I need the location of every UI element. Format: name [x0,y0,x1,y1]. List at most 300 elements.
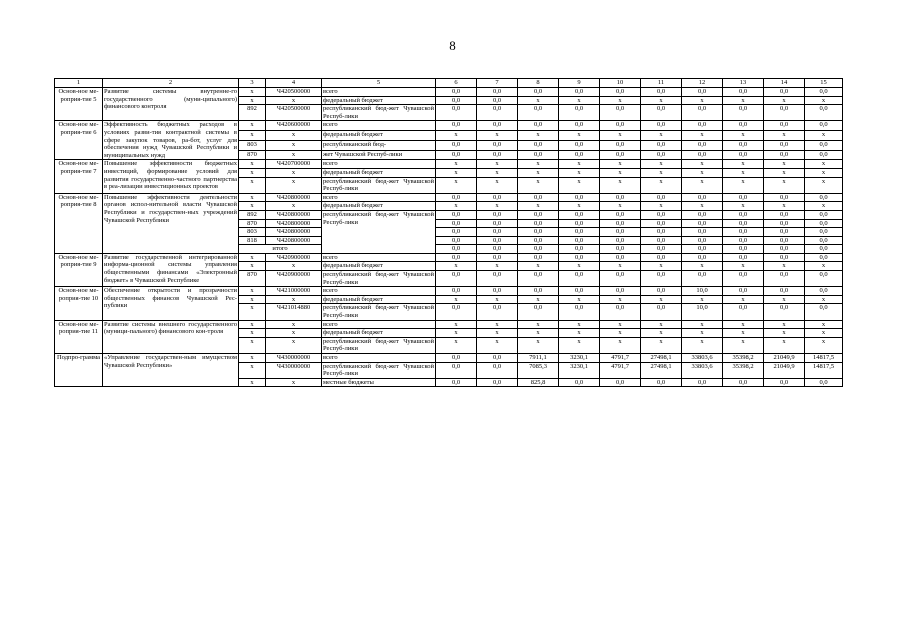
value-cell: 0,0 [559,105,600,121]
value-cell: 0,0 [682,105,723,121]
value-cell: х [764,177,805,193]
value-cell: 0,0 [477,287,518,296]
column-number: 5 [322,79,436,88]
value-cell: 0,0 [764,304,805,320]
value-cell: 0,0 [477,219,518,228]
value-cell: 0,0 [764,253,805,262]
value-cell: 0,0 [518,245,559,254]
code-grbs: х [239,295,266,304]
code-grbs: 892 [239,210,266,219]
code-grbs: х [239,160,266,169]
value-cell: 0,0 [723,140,764,150]
value-cell: х [436,262,477,271]
funding-source: всего [322,287,436,296]
value-cell: 0,0 [764,121,805,131]
value-cell: х [764,168,805,177]
code-grbs: х [239,354,266,363]
row-section-label: Основ-ное ме-роприя-тие 9 [55,253,103,286]
value-cell: 27498,1 [641,362,682,378]
value-cell: х [436,337,477,353]
value-cell: х [682,168,723,177]
column-number: 15 [805,79,843,88]
value-cell: х [600,177,641,193]
value-cell: 0,0 [477,271,518,287]
value-cell: х [641,337,682,353]
value-cell: х [518,320,559,329]
value-cell: х [477,160,518,169]
value-cell: х [518,96,559,105]
value-cell: 0,0 [641,150,682,160]
value-cell: х [805,160,843,169]
value-cell: 0,0 [518,253,559,262]
value-cell: х [723,295,764,304]
row-description: «Управление государствен-ным имуществом Чувашской Республики» [103,354,239,387]
value-cell: х [600,160,641,169]
value-cell: 0,0 [805,304,843,320]
value-cell: 0,0 [600,378,641,387]
row-description: Развитие системы внешнего государственного (муници-пального) финансового кон-троля [103,320,239,353]
value-cell: х [764,337,805,353]
value-cell: 0,0 [600,219,641,228]
value-cell: х [764,320,805,329]
value-cell: х [436,177,477,193]
value-cell: 0,0 [436,378,477,387]
value-cell: х [723,337,764,353]
value-cell: 0,0 [723,236,764,245]
value-cell: 0,0 [641,245,682,254]
row-section-label: Основ-ное ме-роприя-тие 7 [55,160,103,193]
value-cell: х [805,96,843,105]
value-cell: 0,0 [764,140,805,150]
column-number: 10 [600,79,641,88]
value-cell: 0,0 [518,121,559,131]
value-cell: 0,0 [641,219,682,228]
funding-source: федеральный бюджет [322,295,436,304]
value-cell: 0,0 [682,121,723,131]
value-cell: 0,0 [723,105,764,121]
column-number: 4 [266,79,322,88]
value-cell: х [641,160,682,169]
value-cell: х [600,131,641,141]
value-cell: 0,0 [518,105,559,121]
funding-source: федеральный бюджет [322,262,436,271]
value-cell: 0,0 [600,210,641,219]
value-cell: х [641,131,682,141]
value-cell: 14817,5 [805,354,843,363]
value-cell: 0,0 [600,236,641,245]
value-cell: х [805,131,843,141]
value-cell: 0,0 [764,150,805,160]
value-cell: х [559,337,600,353]
value-cell: 0,0 [477,253,518,262]
value-cell: 4791,7 [600,354,641,363]
code-kcsr: Ч420600000 [266,121,322,131]
funding-source: федеральный бюджет [322,96,436,105]
value-cell: х [436,202,477,211]
value-cell: 0,0 [682,140,723,150]
value-cell: 0,0 [477,210,518,219]
column-number: 12 [682,79,723,88]
value-cell: х [723,262,764,271]
value-cell: х [477,295,518,304]
value-cell: 0,0 [723,193,764,202]
funding-source: республиканский бюд- [322,140,436,150]
value-cell: х [518,295,559,304]
column-number: 6 [436,79,477,88]
code-grbs: 803 [239,228,266,237]
code-kcsr: Ч420700000 [266,160,322,169]
value-cell: 0,0 [641,378,682,387]
value-cell: 21049,9 [764,362,805,378]
value-cell: х [682,177,723,193]
value-cell: 27498,1 [641,354,682,363]
funding-source: республиканский бюд-жет Чувашской Респуб-лики [323,304,434,320]
table-row [55,287,843,296]
value-cell: х [764,295,805,304]
value-cell: х [559,262,600,271]
value-cell: 7911,1 [518,354,559,363]
funding-source: федеральный бюджет [322,168,436,177]
value-cell: 0,0 [682,245,723,254]
row-description: Развитие системы внутренне-го государственного (муни-ципального) финансового контроля [103,88,239,121]
value-cell: 0,0 [477,88,518,97]
value-cell: х [600,202,641,211]
value-cell: 0,0 [518,219,559,228]
value-cell: 0,0 [805,253,843,262]
code-grbs: х [239,304,266,320]
funding-source: жет Чувашской Респуб-лики [322,150,436,160]
column-number: 7 [477,79,518,88]
value-cell: 0,0 [641,236,682,245]
column-number: 11 [641,79,682,88]
column-number: 1 [55,79,103,88]
value-cell: х [682,262,723,271]
value-cell: 0,0 [805,287,843,296]
value-cell: 0,0 [682,193,723,202]
value-cell: х [477,131,518,141]
code-kcsr: х [266,378,322,387]
code-kcsr: Ч420800000 [266,228,322,237]
code-kcsr: х [266,202,322,211]
value-cell: 0,0 [723,210,764,219]
funding-source: всего [322,253,436,262]
value-cell: 0,0 [477,140,518,150]
value-cell: х [518,160,559,169]
code-grbs: х [239,320,266,329]
value-cell: х [477,337,518,353]
value-cell: х [764,329,805,338]
value-cell: х [764,202,805,211]
code-grbs: 892 [239,105,266,121]
value-cell: х [559,295,600,304]
funding-source: местные бюджеты [322,378,436,387]
funding-source: всего [322,193,436,202]
value-cell: х [600,262,641,271]
value-cell: 0,0 [477,150,518,160]
value-cell: 0,0 [600,193,641,202]
value-cell: х [723,202,764,211]
value-cell: х [559,329,600,338]
value-cell: 0,0 [682,271,723,287]
value-cell: х [559,96,600,105]
value-cell: х [436,168,477,177]
code-kcsr: Ч420800000 [266,219,322,228]
row-description: Эффективность бюджетных расходов в условиях разви-тия контрактной системы в сфере закупок товаров, ра-бот, услуг для обеспечения нужд Чувашской Республики и муниципальных нужд [104,121,237,159]
code-kcsr: х [266,168,322,177]
value-cell: 0,0 [682,210,723,219]
value-cell: 0,0 [559,287,600,296]
value-cell: 35398,2 [723,362,764,378]
value-cell: х [477,168,518,177]
value-cell: 0,0 [559,140,600,150]
value-cell: 0,0 [518,287,559,296]
value-cell: х [518,337,559,353]
value-cell: х [436,131,477,141]
value-cell: х [641,329,682,338]
value-cell: 0,0 [559,271,600,287]
code-grbs: 870 [239,271,266,287]
value-cell: 0,0 [559,253,600,262]
value-cell: 0,0 [559,378,600,387]
value-cell: х [518,202,559,211]
value-cell: 0,0 [723,245,764,254]
value-cell: 0,0 [723,121,764,131]
value-cell: 0,0 [600,140,641,150]
value-cell: 33803,6 [682,354,723,363]
code-kcsr: Ч420500000 [266,88,322,97]
value-cell: 0,0 [436,354,477,363]
code-kcsr: х [266,295,322,304]
value-cell: х [723,96,764,105]
value-cell: 0,0 [641,105,682,121]
value-cell: 0,0 [436,271,477,287]
value-cell: 0,0 [764,105,805,121]
value-cell: 0,0 [436,287,477,296]
code-kcsr: Ч420800000 [266,193,322,202]
value-cell: х [600,168,641,177]
value-cell: 0,0 [805,88,843,97]
value-cell: 0,0 [559,228,600,237]
value-cell: 0,0 [723,228,764,237]
column-number-row [55,79,843,88]
value-cell: х [600,320,641,329]
value-cell: 0,0 [641,228,682,237]
value-cell: 0,0 [764,271,805,287]
column-number: 3 [239,79,266,88]
value-cell: 0,0 [477,228,518,237]
value-cell: х [764,160,805,169]
table-row [55,320,843,329]
row-description: Развитие государственной интегрированной информа-ционной системы управления общественными финансами «Электронный бюджет» в Чувашской Республике [103,253,239,286]
code-kcsr: Ч420800000 [266,236,322,245]
row-section-label: Основ-ное ме-роприя-тие 11 [55,320,103,353]
value-cell: х [682,295,723,304]
code-grbs: 818 [239,236,266,245]
value-cell: 0,0 [559,304,600,320]
value-cell: х [682,320,723,329]
value-cell: х [518,262,559,271]
code-kcsr: х [266,150,322,160]
value-cell: 0,0 [805,245,843,254]
value-cell: х [641,295,682,304]
value-cell: х [682,337,723,353]
value-cell: 0,0 [600,271,641,287]
value-cell: х [805,337,843,353]
code-kcsr: Ч420500000 [266,105,322,121]
row-section-label: Подпро-грамма [55,354,103,387]
code-grbs: х [239,168,266,177]
value-cell: 0,0 [559,236,600,245]
value-cell: 0,0 [600,228,641,237]
value-cell: х [559,131,600,141]
value-cell: 0,0 [723,88,764,97]
value-cell: х [518,168,559,177]
table-row [55,88,843,97]
value-cell: х [641,262,682,271]
value-cell: х [805,320,843,329]
column-number: 8 [518,79,559,88]
value-cell: х [641,320,682,329]
value-cell: 0,0 [559,193,600,202]
value-cell: х [559,177,600,193]
code-kcsr: Ч420800000 [266,210,322,219]
value-cell: х [805,295,843,304]
value-cell: 0,0 [805,210,843,219]
value-cell: 0,0 [436,362,477,378]
value-cell: х [805,202,843,211]
value-cell: х [559,202,600,211]
value-cell: 10,0 [682,304,723,320]
funding-source: федеральный бюджет [322,202,436,211]
value-cell: х [682,131,723,141]
value-cell: 0,0 [723,150,764,160]
funding-source: федеральный бюджет [322,329,436,338]
value-cell: 0,0 [477,96,518,105]
page-number: 8 [449,38,456,53]
value-cell: х [559,168,600,177]
value-cell: 0,0 [764,228,805,237]
code-grbs: х [239,337,266,353]
value-cell: 0,0 [682,88,723,97]
code-grbs: х [239,202,266,211]
value-cell: х [600,295,641,304]
value-cell: 0,0 [805,121,843,131]
funding-source: всего [322,354,436,363]
value-cell: 825,8 [518,378,559,387]
value-cell: х [477,329,518,338]
code-grbs: х [239,96,266,105]
value-cell: х [518,177,559,193]
table-row [55,160,843,169]
value-cell: 0,0 [805,219,843,228]
value-cell: 0,0 [436,304,477,320]
value-cell: х [559,320,600,329]
value-cell: 0,0 [600,88,641,97]
code-grbs: 870 [239,150,266,160]
code-kcsr: Ч421000000 [266,287,322,296]
value-cell: 0,0 [805,378,843,387]
value-cell: 0,0 [600,304,641,320]
value-cell: 0,0 [764,88,805,97]
funding-source: федеральный бюджет [322,131,436,141]
value-cell: 0,0 [518,304,559,320]
value-cell: 0,0 [518,88,559,97]
value-cell: 0,0 [436,96,477,105]
code-grbs: х [239,253,266,262]
value-cell: 14817,5 [805,362,843,378]
value-cell: 0,0 [723,253,764,262]
value-cell: х [477,177,518,193]
value-cell: 0,0 [477,378,518,387]
value-cell: 0,0 [477,105,518,121]
value-cell: х [805,168,843,177]
value-cell: 0,0 [559,121,600,131]
column-number: 9 [559,79,600,88]
value-cell: 0,0 [764,378,805,387]
value-cell: 0,0 [477,304,518,320]
value-cell: 0,0 [764,236,805,245]
value-cell: 21049,9 [764,354,805,363]
code-kcsr: х [266,329,322,338]
value-cell: х [436,160,477,169]
value-cell: 4791,7 [600,362,641,378]
value-cell: 0,0 [518,140,559,150]
value-cell: 0,0 [436,228,477,237]
value-cell: 0,0 [436,140,477,150]
value-cell: 0,0 [764,287,805,296]
code-kcsr: Ч430000000 [266,354,322,363]
value-cell: 0,0 [436,253,477,262]
value-cell: х [723,177,764,193]
row-section-label: Основ-ное ме-роприя-тие 5 [55,88,103,121]
value-cell: 0,0 [805,105,843,121]
code-grbs: х [239,193,266,202]
value-cell: 0,0 [518,228,559,237]
code-kcsr: х [266,262,322,271]
value-cell: х [436,320,477,329]
value-cell: 0,0 [682,150,723,160]
value-cell: х [600,329,641,338]
budget-table [54,78,843,387]
value-cell: 0,0 [805,140,843,150]
value-cell: х [764,262,805,271]
value-cell: х [559,160,600,169]
value-cell: 0,0 [805,193,843,202]
value-cell: 0,0 [641,210,682,219]
table-row [55,253,843,262]
value-cell: х [641,202,682,211]
value-cell: 0,0 [641,253,682,262]
column-number: 13 [723,79,764,88]
value-cell: 7085,3 [518,362,559,378]
value-cell: 0,0 [764,245,805,254]
value-cell: 0,0 [477,193,518,202]
value-cell: х [764,131,805,141]
value-cell: х [682,96,723,105]
value-cell: 0,0 [600,245,641,254]
value-cell: 0,0 [559,88,600,97]
row-section-label: Основ-ное ме-роприя-тие 6 [55,121,103,160]
value-cell: х [477,202,518,211]
value-cell: 0,0 [477,245,518,254]
value-cell: х [641,177,682,193]
code-kcsr: Ч420900000 [266,253,322,262]
value-cell: 0,0 [436,210,477,219]
code-kcsr: х [266,131,322,141]
value-cell: х [518,329,559,338]
value-cell: 0,0 [805,236,843,245]
code-grbs: х [239,131,266,141]
